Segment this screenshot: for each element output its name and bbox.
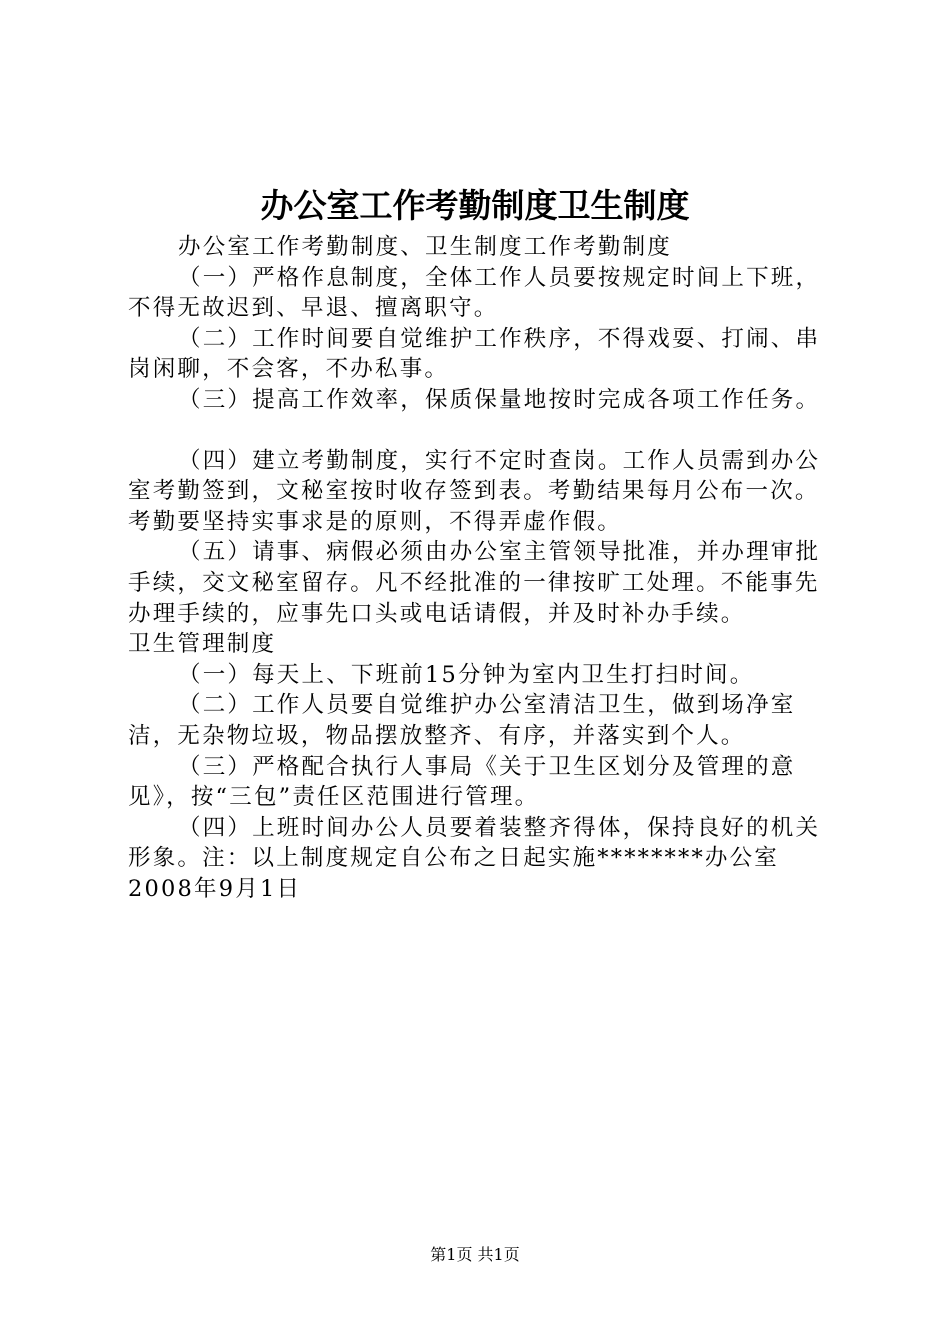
section-heading-hygiene: 卫生管理制度 [128,631,277,658]
page-footer: 第1页 共1页 [430,1245,520,1264]
document-title: 办公室工作考勤制度卫生制度 [260,186,690,225]
document-date: 2008年9月1日 [128,875,302,902]
paragraph-attendance-5: （五）请事、病假必须由办公室主管领导批准，并办理审批手续，交文秘室留存。凡不经批准的一律按旷工处理。不能事先办理手续的，应事先口头或电话请假，并及时补办手续。 [128,539,821,627]
paragraph-hygiene-3: （三）严格配合执行人事局《关于卫生区划分及管理的意见》，按“三包”责任区范围进行管理。 [128,753,796,811]
paragraph-attendance-3: （三）提高工作效率，保质保量地按时完成各项工作任务。 [178,386,821,413]
paragraph-hygiene-1: （一）每天上、下班前15分钟为室内卫生打扫时间。 [178,661,755,688]
paragraph-attendance-4: （四）建立考勤制度，实行不定时查岗。工作人员需到办公室考勤签到，文秘室按时收存签到表。考勤结果每月公布一次。考勤要坚持实事求是的原则，不得弄虚作假。 [128,447,821,535]
paragraph-heading-attendance: 办公室工作考勤制度、卫生制度工作考勤制度 [178,234,673,260]
paragraph-hygiene-2: （二）工作人员要自觉维护办公室清洁卫生，做到场净室洁，无杂物垃圾，物品摆放整齐、有序，并落实到个人。 [128,692,796,749]
paragraph-spacer [128,416,840,446]
paragraph-attendance-2: （二）工作时间要自觉维护工作秩序，不得戏耍、打闹、串岗闲聊，不会客，不办私事。 [128,325,821,383]
paragraph-attendance-1: （一）严格作息制度，全体工作人员要按规定时间上下班，不得无故迟到、早退、擅离职守。 [128,264,821,322]
document-body [128,232,840,904]
paragraph-hygiene-4: （四）上班时间办公人员要着装整齐得体，保持良好的机关形象。注：以上制度规定自公布之日起实施********办公室 [128,814,821,872]
